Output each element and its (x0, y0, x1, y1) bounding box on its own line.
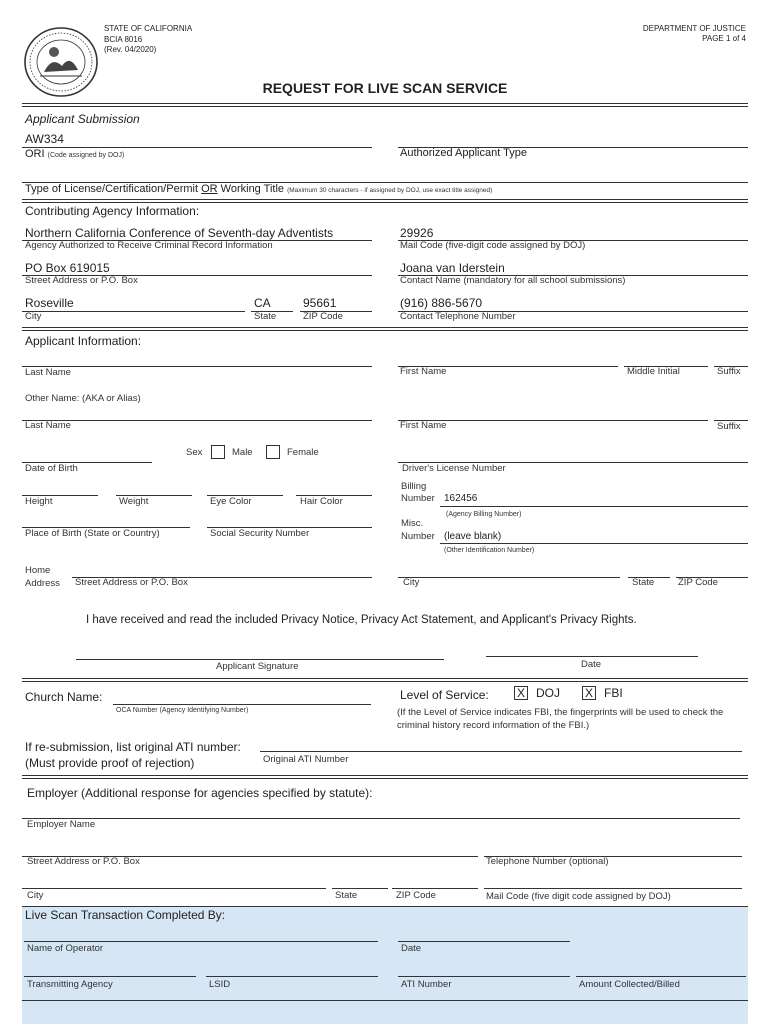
section-heading-agency: Contributing Agency Information: (25, 204, 200, 218)
section-divider-employer (22, 775, 748, 779)
employer-state-label: State (335, 890, 358, 901)
fbi-note-2: criminal history record information of the FBI.) (397, 720, 590, 731)
mail-code-value[interactable]: 29926 (400, 226, 434, 240)
contact-name-label: Contact Name (mandatory for all school submissions) (400, 275, 626, 286)
aka-suffix-label: Suffix (717, 421, 741, 432)
billing-number-value[interactable]: 162456 (444, 493, 478, 504)
middle-initial-label: Middle Initial (627, 366, 680, 377)
transmitting-agency-label: Transmitting Agency (27, 979, 113, 990)
home-city-underline[interactable] (398, 577, 620, 578)
department-name: DEPARTMENT OF JUSTICE (642, 24, 746, 33)
privacy-statement: I have received and read the included Privacy Notice, Privacy Act Statement, and Applicant's Privacy Rights. (86, 614, 637, 626)
section-heading-applicant: Applicant Information: (25, 334, 142, 348)
aka-last-name-label: Last Name (25, 420, 71, 431)
agency-zip-label: ZIP Code (303, 311, 343, 322)
agency-name-label: Agency Authorized to Receive Criminal Record Information (25, 240, 273, 251)
employer-name-underline[interactable] (22, 818, 740, 819)
fbi-label: FBI (604, 686, 623, 700)
aka-first-name-label: First Name (400, 420, 447, 431)
employer-mail-code-underline[interactable] (484, 888, 742, 889)
employer-street-label: Street Address or P.O. Box (27, 856, 140, 867)
fbi-checkbox[interactable]: X (582, 686, 596, 700)
signature-date-label: Date (581, 659, 602, 670)
form-id: BCIA 8016 (104, 35, 143, 44)
employer-phone-label: Telephone Number (optional) (486, 856, 609, 867)
employer-name-label: Employer Name (27, 819, 96, 830)
home-zip-label: ZIP Code (678, 577, 718, 588)
male-label: Male (232, 447, 253, 458)
signature-date-underline[interactable] (486, 656, 698, 657)
signature-label: Applicant Signature (216, 661, 299, 672)
agency-city-underline (22, 311, 245, 312)
original-ati-label: Original ATI Number (263, 754, 349, 765)
license-label (25, 183, 492, 195)
other-name-label: Other Name: (AKA or Alias) (25, 393, 141, 404)
hair-color-label: Hair Color (300, 496, 343, 507)
suffix-label: Suffix (717, 366, 741, 377)
authorized-type-label: Authorized Applicant Type (400, 147, 527, 159)
resubmission-label-1: If re-submission, list original ATI number: (25, 740, 241, 754)
employer-mail-code-label: Mail Code (five digit code assigned by DOJ) (486, 891, 671, 902)
original-ati-underline[interactable] (260, 751, 742, 752)
agency-state-value[interactable]: CA (254, 296, 271, 310)
ati-number-label: ATI Number (401, 979, 452, 990)
aka-last-name-underline[interactable] (22, 420, 372, 421)
contact-name-value[interactable]: Joana van Iderstein (400, 261, 505, 275)
employer-zip-label: ZIP Code (396, 890, 436, 901)
section-heading-submission: Applicant Submission (25, 112, 140, 126)
place-of-birth-label: Place of Birth (State or Country) (25, 528, 160, 539)
employer-state-underline[interactable] (332, 888, 388, 889)
section-divider-agency (22, 199, 748, 203)
billing-label-1: Billing (401, 481, 427, 492)
eye-color-label: Eye Color (210, 496, 252, 507)
ati-number-underline[interactable] (398, 976, 570, 977)
doj-label: DOJ (536, 686, 560, 700)
weight-label: Weight (119, 496, 149, 507)
form-title: REQUEST FOR LIVE SCAN SERVICE (262, 80, 508, 96)
level-of-service-label: Level of Service: (400, 688, 489, 702)
drivers-license-label: Driver's License Number (402, 463, 506, 474)
mail-code-label: Mail Code (five-digit code assigned by DOJ) (400, 240, 586, 251)
resubmission-label-2: (Must provide proof of rejection) (25, 756, 195, 770)
section-divider-church (22, 678, 748, 682)
amount-label: Amount Collected/Billed (579, 979, 680, 990)
title-divider (22, 103, 748, 107)
ori-label-text: ORI (25, 148, 45, 160)
agency-zip-value[interactable]: 95661 (303, 296, 337, 310)
agency-address-label: Street Address or P.O. Box (25, 275, 138, 286)
license-label-b: Working Title (220, 183, 285, 195)
ssn-label: Social Security Number (210, 528, 310, 539)
section-heading-employer: Employer (Additional response for agencies specified by statute): (27, 786, 373, 800)
agency-city-value[interactable]: Roseville (25, 296, 74, 310)
misc-label-1: Misc. (401, 518, 424, 529)
oca-hint: OCA Number (Agency Identifying Number) (116, 707, 249, 714)
billing-hint: (Agency Billing Number) (446, 511, 522, 518)
misc-label-2: Number (401, 531, 435, 542)
home-label-2: Address (25, 578, 60, 589)
ori-label (25, 148, 124, 160)
form-revision: (Rev. 04/2020) (104, 45, 157, 54)
church-name-label: Church Name: (25, 690, 103, 704)
misc-underline (440, 543, 748, 544)
fbi-note-1: (If the Level of Service indicates FBI, the fingerprints will be used to check the (397, 707, 724, 718)
section-divider-applicant (22, 327, 748, 331)
transmitting-agency-underline[interactable] (24, 976, 196, 977)
agency-state-label: State (254, 311, 277, 322)
agency-name-value[interactable]: Northern California Conference of Seventh-day Adventists (25, 226, 334, 240)
license-label-a: Type of License/Certification/Permit (25, 183, 199, 195)
amount-underline[interactable] (576, 976, 746, 977)
contact-phone-label: Contact Telephone Number (400, 311, 516, 322)
live-scan-panel (22, 907, 748, 1024)
live-scan-bottom-border (22, 1000, 748, 1001)
operator-underline[interactable] (24, 941, 378, 942)
license-label-or: OR (201, 183, 218, 195)
live-scan-date-label: Date (401, 943, 422, 954)
last-name-label: Last Name (25, 367, 71, 378)
live-scan-top-border (22, 906, 748, 907)
lsid-underline[interactable] (206, 976, 378, 977)
page-number: PAGE 1 of 4 (702, 34, 746, 43)
section-heading-live-scan: Live Scan Transaction Completed By: (25, 908, 226, 922)
billing-label-2: Number (401, 493, 435, 504)
misc-number-value[interactable]: (leave blank) (444, 531, 502, 542)
ori-value[interactable]: AW334 (25, 132, 64, 146)
female-label: Female (287, 447, 319, 458)
last-name-underline[interactable] (22, 366, 372, 367)
sex-label: Sex (186, 447, 203, 458)
doj-checkbox[interactable]: X (514, 686, 528, 700)
home-street-label: Street Address or P.O. Box (75, 577, 188, 588)
ori-hint: (Code assigned by DOJ) (47, 152, 125, 159)
license-hint: (Maximum 30 characters - if assigned by DOJ, use exact title assigned) (287, 187, 493, 194)
employer-city-underline[interactable] (22, 888, 326, 889)
operator-label: Name of Operator (27, 943, 104, 954)
church-name-underline[interactable] (113, 704, 371, 705)
employer-city-label: City (27, 890, 44, 901)
state-name: STATE OF CALIFORNIA (104, 24, 193, 33)
height-label: Height (25, 496, 53, 507)
agency-address-value[interactable]: PO Box 619015 (25, 261, 110, 275)
home-city-label: City (403, 577, 420, 588)
first-name-label: First Name (400, 366, 447, 377)
live-scan-date-underline[interactable] (398, 941, 570, 942)
home-state-label: State (632, 577, 655, 588)
billing-underline (440, 506, 748, 507)
misc-hint: (Other Identification Number) (444, 547, 535, 554)
female-checkbox[interactable] (266, 445, 280, 459)
home-label-1: Home (25, 565, 51, 576)
agency-city-label: City (25, 311, 42, 322)
signature-underline[interactable] (76, 659, 444, 660)
employer-zip-underline[interactable] (392, 888, 478, 889)
lsid-label: LSID (209, 979, 231, 990)
male-checkbox[interactable] (211, 445, 225, 459)
dob-label: Date of Birth (25, 463, 78, 474)
contact-phone-value[interactable]: (916) 886-5670 (400, 296, 483, 310)
